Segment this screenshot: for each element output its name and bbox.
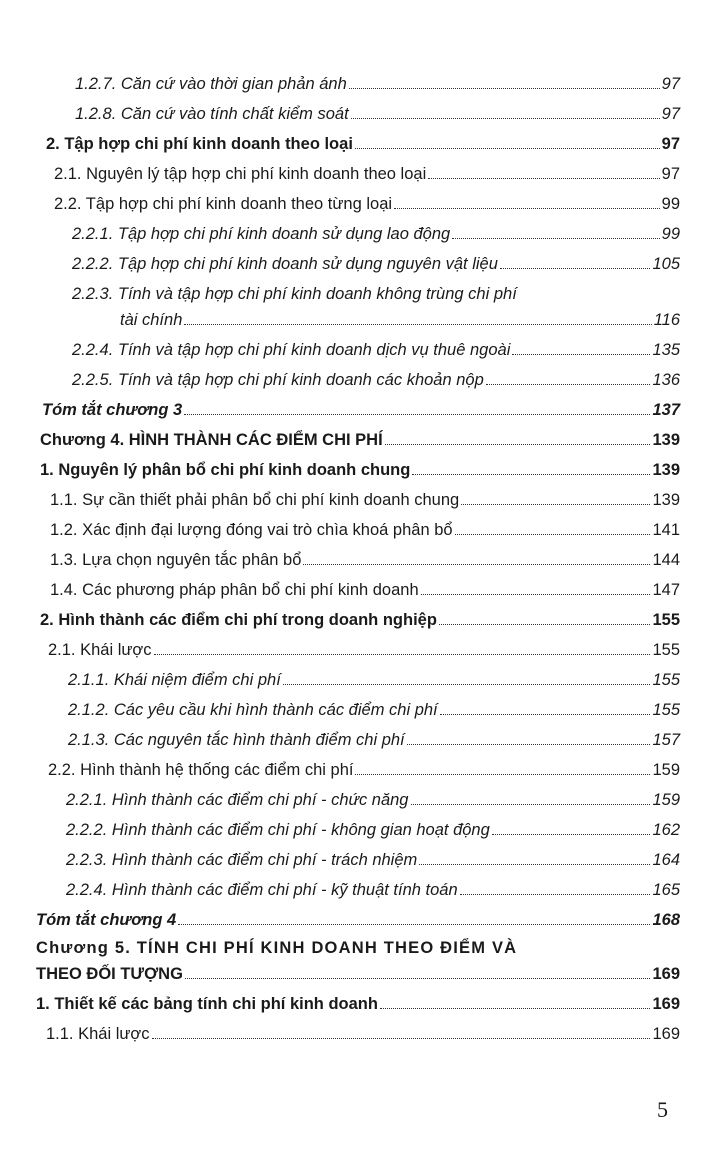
toc-entry-title: Tóm tắt chương 4 [36,911,177,929]
toc-entry-title: 2.2.2. Tập hợp chi phí kinh doanh sử dụng nguyên vật liệu [72,255,498,273]
dot-leader [283,683,651,685]
toc-entry [120,310,680,330]
toc-entry [50,580,680,600]
toc-entry-page: 137 [652,401,680,419]
toc-entry-page: 141 [652,521,680,539]
toc-entry [40,610,680,630]
toc-entry-title: 2.2.4. Tính và tập hợp chi phí kinh doanh dịch vụ thuê ngoài [72,341,511,359]
toc-entry-title: 2.1.2. Các yêu cầu khi hình thành các điểm chi phí [68,701,438,719]
toc-entry-title: 1.2. Xác định đại lượng đóng vai trò chìa khoá phân bổ [50,521,453,539]
dot-leader [421,593,651,595]
toc-entry-title: 2.2.3. Hình thành các điểm chi phí - trách nhiệm [66,851,418,869]
toc-entry [54,194,680,214]
toc-entry-page: 147 [652,581,680,599]
dot-leader [351,117,660,119]
toc-entry [46,1024,680,1044]
toc-entry-page: 99 [661,195,680,213]
toc-entry-title: 1.4. Các phương pháp phân bổ chi phí kinh doanh [50,581,419,599]
dot-leader [349,87,660,89]
toc-entry-page: 155 [652,611,680,629]
toc-entry [66,820,680,840]
toc-entry-page: 169 [652,995,680,1013]
toc-entry-page: 169 [652,965,680,983]
toc-entry-title: 2.2.1. Hình thành các điểm chi phí - chức năng [66,791,409,809]
toc-entry [48,640,680,660]
toc-entry [48,760,680,780]
toc-entry-page: 155 [652,701,680,719]
toc-entry-title: 2.2.4. Hình thành các điểm chi phí - kỹ thuật tính toán [66,881,458,899]
toc-entry-page: 139 [652,491,680,509]
toc-entry [54,164,680,184]
dot-leader [411,803,651,805]
toc-entry [40,460,680,480]
toc-entry [46,134,680,154]
dot-leader [394,207,660,209]
toc-entry-page: 135 [652,341,680,359]
toc-entry-page: 97 [661,105,680,123]
dot-leader [178,923,650,925]
toc-entry-page: 157 [652,731,680,749]
toc-entry [68,670,680,690]
toc-entry-title: 2.2. Tập hợp chi phí kinh doanh theo từng loại [54,195,393,213]
toc-entry-page: 164 [652,851,680,869]
toc-entry [50,520,680,540]
toc-entry-page: 136 [652,371,680,389]
toc-entry-title: THEO ĐỐI TƯỢNG [36,965,183,983]
toc-entry [36,964,680,984]
toc-entry-page: 162 [652,821,680,839]
toc-entry-title: 2.2.2. Hình thành các điểm chi phí - không gian hoạt động [66,821,490,839]
toc-entry-title: Chương 5. TÍNH CHI PHÍ KINH DOANH THEO ĐIỂM VÀ [36,939,518,957]
toc-entry [66,850,680,870]
dot-leader [407,743,651,745]
toc-entry-title: 2.1. Khái lược [48,641,152,659]
toc-entry-title: 2.2. Hình thành hệ thống các điểm chi phí [48,761,354,779]
toc-entry-page: 155 [652,641,680,659]
toc-entry-title: 1. Nguyên lý phân bổ chi phí kinh doanh chung [40,461,411,479]
toc-entry-title: 1.2.7. Căn cứ vào thời gian phản ánh [75,75,347,93]
toc-entry-page: 116 [653,311,680,329]
toc-entry-title: Chương 4. HÌNH THÀNH CÁC ĐIỂM CHI PHÍ [40,431,383,449]
toc-entry-page: 139 [652,431,680,449]
toc-entry-title: 1.1. Sự cần thiết phải phân bổ chi phí kinh doanh chung [50,491,460,509]
toc-entry-title: 2.1. Nguyên lý tập hợp chi phí kinh doanh theo loại [54,165,427,183]
toc-entry [68,700,680,720]
page-number: 5 [657,1097,668,1122]
toc-entry-title: 2.2.1. Tập hợp chi phí kinh doanh sử dụng lao động [72,225,451,243]
toc-entry-title: 2. Hình thành các điểm chi phí trong doanh nghiệp [40,611,437,629]
dot-leader [355,773,650,775]
toc-entry [72,340,680,360]
toc-entry-title: 2.1.1. Khái niệm điểm chi phí [68,671,281,689]
toc-entry [36,994,680,1014]
toc-entry [68,730,680,750]
dot-leader [492,833,651,835]
toc-entry [72,370,680,390]
toc-entry-page: 99 [661,225,680,243]
toc-entry-page: 97 [661,165,680,183]
dot-leader [455,533,651,535]
toc-entry-page: 159 [652,791,680,809]
toc-entry [40,430,680,450]
toc-entry-title: 1.2.8. Căn cứ vào tính chất kiểm soát [75,105,349,123]
toc-entry [50,490,680,510]
toc-entry-page: 155 [652,671,680,689]
toc-entry [72,224,680,244]
toc-entry [72,254,680,274]
dot-leader [428,177,659,179]
dot-leader [452,237,659,239]
toc-entry-title: 2.2.5. Tính và tập hợp chi phí kinh doanh các khoản nộp [72,371,484,389]
toc-entry-title: 2. Tập hợp chi phí kinh doanh theo loại [46,135,353,153]
toc-entry [36,910,680,930]
toc-entry [50,550,680,570]
dot-leader [152,1037,651,1039]
dot-leader [500,267,651,269]
dot-leader [184,413,650,415]
toc-entry-title: 2.2.3. Tính và tập hợp chi phí kinh doanh không trùng chi phí [72,285,517,303]
toc-entry [75,74,680,94]
dot-leader [303,563,650,565]
toc-entry-page: 144 [652,551,680,569]
toc-entry [66,880,680,900]
dot-leader [440,713,651,715]
dot-leader [385,443,651,445]
toc-entry-page: 159 [652,761,680,779]
dot-leader [154,653,651,655]
dot-leader [355,147,660,149]
dot-leader [185,977,651,979]
toc-entry-page: 97 [661,135,680,153]
toc-entry-title: 1.3. Lựa chọn nguyên tắc phân bổ [50,551,302,569]
dot-leader [380,1007,651,1009]
toc-entry-title: 1. Thiết kế các bảng tính chi phí kinh doanh [36,995,378,1013]
dot-leader [486,383,651,385]
dot-leader [412,473,650,475]
toc-entry [75,104,680,124]
toc-entry-page: 97 [661,75,680,93]
toc-entry-page: 168 [652,911,680,929]
toc-entry-title: Tóm tắt chương 3 [42,401,183,419]
toc-entry [66,790,680,810]
toc-entry-title: 1.1. Khái lược [46,1025,150,1043]
toc-entry-page: 105 [652,255,680,273]
toc-entry-page: 139 [652,461,680,479]
toc-entry-title: tài chính [120,311,183,329]
dot-leader [512,353,650,355]
dot-leader [439,623,651,625]
toc-entry [42,400,680,420]
dot-leader [419,863,650,865]
dot-leader [460,893,651,895]
toc-entry-title: 2.1.3. Các nguyên tắc hình thành điểm chi phí [68,731,405,749]
dot-leader [461,503,650,505]
dot-leader [184,323,651,325]
toc-entry-page: 169 [652,1025,680,1043]
toc-entry-page: 165 [652,881,680,899]
